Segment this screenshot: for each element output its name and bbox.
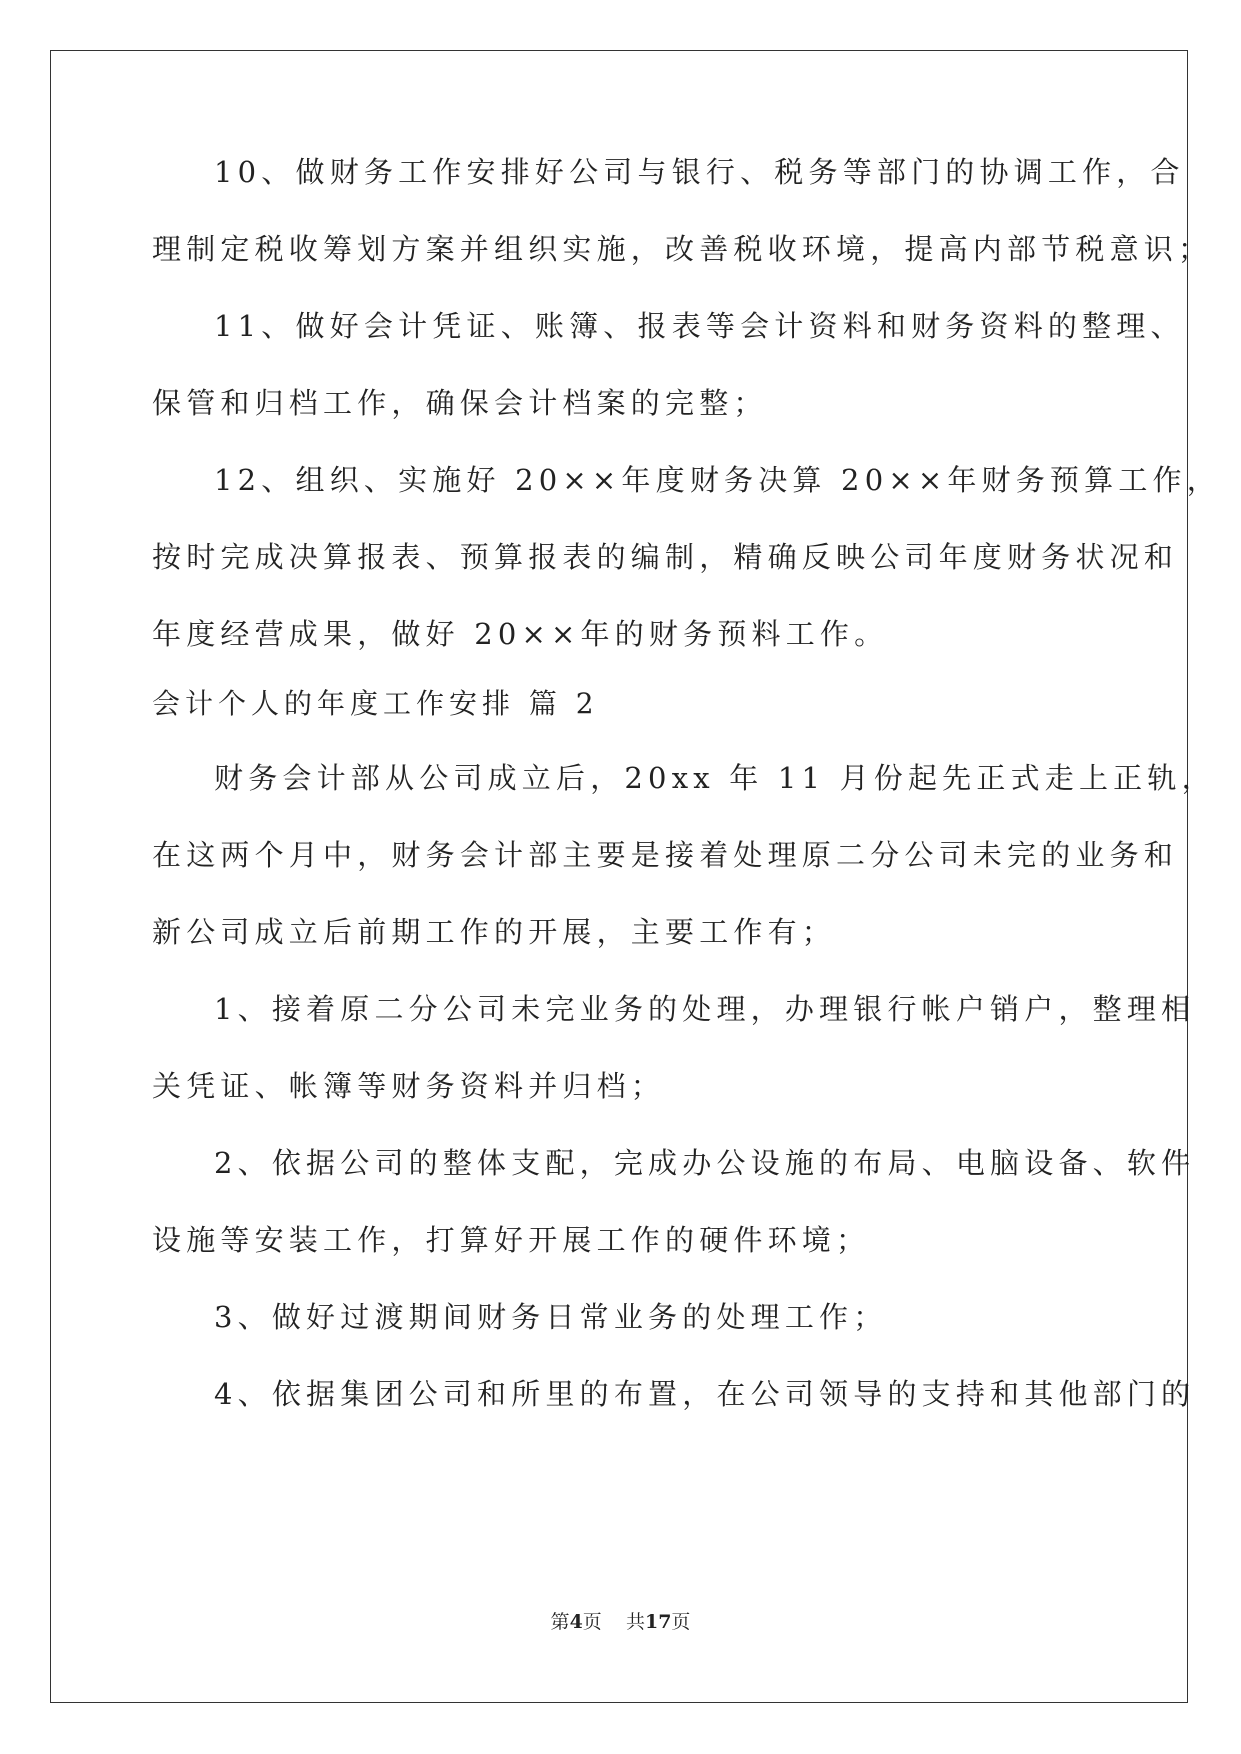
- section-heading: 会计个人的年度工作安排 篇 2: [152, 687, 599, 720]
- paragraph-12-line-2: 按时完成决算报表、预算报表的编制，精确反映公司年度财务状况和: [152, 540, 1179, 574]
- item-4-line-1: 4、依据集团公司和所里的布置，在公司领导的支持和其他部门的: [214, 1377, 1196, 1411]
- page-border: [50, 50, 1188, 1703]
- item-1-line-1: 1、接着原二分公司未完业务的处理，办理银行帐户销户，整理相: [214, 992, 1196, 1026]
- item-2-line-2: 设施等安装工作，打算好开展工作的硬件环境；: [152, 1223, 871, 1257]
- item-2-line-1: 2、依据公司的整体支配，完成办公设施的布局、电脑设备、软件: [214, 1146, 1196, 1180]
- paragraph-10-line-1: 10、做财务工作安排好公司与银行、税务等部门的协调工作，合: [214, 155, 1185, 189]
- paragraph-12-line-3: 年度经营成果，做好 20××年的财务预料工作。: [152, 617, 889, 651]
- intro-paragraph-line-2: 在这两个月中，财务会计部主要是接着处理原二分公司未完的业务和: [152, 838, 1179, 872]
- paragraph-10-line-2: 理制定税收筹划方案并组织实施，改善税收环境，提高内部节税意识；: [152, 232, 1213, 266]
- page-footer: [0, 1607, 1241, 1634]
- footer-middle: 页 共: [582, 1611, 645, 1633]
- item-3-line-1: 3、做好过渡期间财务日常业务的处理工作；: [214, 1300, 888, 1334]
- paragraph-12-line-1: 12、组织、实施好 20××年度财务决算 20××年财务预算工作，: [214, 463, 1221, 497]
- paragraph-11-line-1: 11、做好会计凭证、账簿、报表等会计资料和财务资料的整理、: [214, 309, 1185, 343]
- paragraph-11-line-2: 保管和归档工作，确保会计档案的完整；: [152, 386, 768, 420]
- footer-total-pages: 17: [644, 1611, 672, 1633]
- intro-paragraph-line-3: 新公司成立后前期工作的开展，主要工作有；: [152, 915, 837, 949]
- intro-paragraph-line-1: 财务会计部从公司成立后，20xx 年 11 月份起先正式走上正轨，: [214, 761, 1216, 795]
- footer-page-number: 4: [569, 1611, 583, 1633]
- footer-suffix: 页: [671, 1611, 691, 1633]
- footer-prefix: 第: [550, 1611, 570, 1633]
- item-1-line-2: 关凭证、帐簿等财务资料并归档；: [152, 1069, 666, 1103]
